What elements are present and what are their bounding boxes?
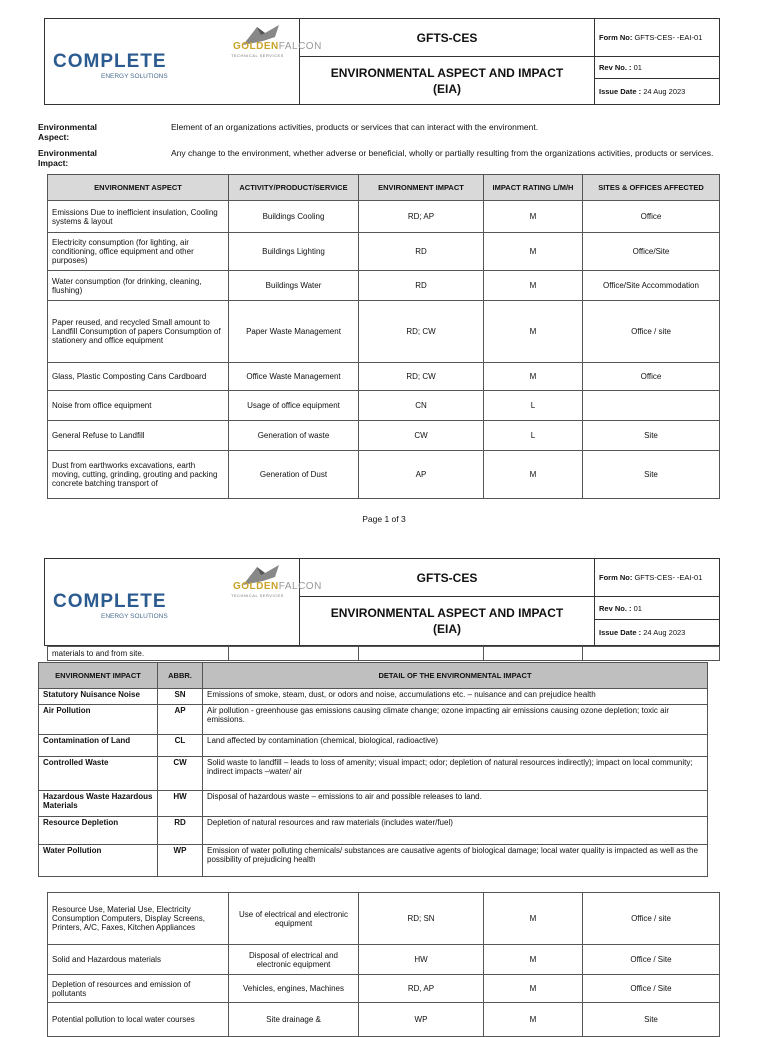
aspect-table-2-body [48, 893, 720, 1037]
table-row [48, 893, 720, 945]
activity-cell: Generation of Dust [229, 451, 359, 499]
rating-cell: M [484, 893, 583, 945]
continuation-text: materials to and from site. [48, 647, 229, 661]
impact-col-header-detail: DETAIL OF THE ENVIRONMENTAL IMPACT [203, 663, 708, 689]
impact-abbr-cell: RD [158, 817, 203, 845]
rev-no: Rev No. : 01 [595, 57, 720, 79]
impact-cell: RD [359, 233, 484, 271]
sites-cell: Site [583, 1003, 720, 1037]
table-row [48, 233, 720, 271]
company-name-2: COMPLETE [53, 591, 167, 612]
rating-cell: M [484, 233, 583, 271]
impact-abbr-cell: CW [158, 757, 203, 791]
table-row [48, 945, 720, 975]
sites-cell: Office/Site [583, 233, 720, 271]
impact-abbr-cell: AP [158, 705, 203, 735]
aspect-cell: Electricity consumption (for lighting, air conditioning, office equipment and other purposes) [48, 233, 229, 271]
impact-cell: RD; AP [359, 201, 484, 233]
col-header-impact: ENVIRONMENT IMPACT [359, 175, 484, 201]
impact-name-cell: Hazardous Waste Hazardous Materials [39, 791, 158, 817]
impact-cell: AP [359, 451, 484, 499]
activity-cell: Buildings Water [229, 271, 359, 301]
activity-cell: Use of electrical and electronic equipment [229, 893, 359, 945]
activity-cell: Vehicles, engines, Machines [229, 975, 359, 1003]
page1-header [44, 18, 720, 105]
impact-detail-cell: Depletion of natural resources and raw materials (includes water/fuel) [203, 817, 708, 845]
aspect-table-body [48, 201, 720, 499]
rev-no-2: Rev No. : 01 [595, 597, 720, 619]
aspect-table-2 [47, 892, 720, 1037]
aspect-cell: Dust from earthworks excavations, earth moving, cutting, grinding, grouting and packing concrete batching transport of [48, 451, 229, 499]
col-header-aspect: ENVIRONMENT ASPECT [48, 175, 229, 201]
sites-cell: Site [583, 421, 720, 451]
impact-cell: HW [359, 945, 484, 975]
impact-cell: CW [359, 421, 484, 451]
col-header-activity: ACTIVITY/PRODUCT/SERVICE [229, 175, 359, 201]
aspect-cell: Emissions Due to inefficient insulation, Cooling systems & layout [48, 201, 229, 233]
company-name: COMPLETE [53, 51, 167, 72]
rating-cell: M [484, 271, 583, 301]
activity-cell: Buildings Cooling [229, 201, 359, 233]
impact-cell: WP [359, 1003, 484, 1037]
impact-cell: RD; CW [359, 363, 484, 391]
impact-cell: RD [359, 271, 484, 301]
impact-name-cell: Controlled Waste [39, 757, 158, 791]
rating-cell: M [484, 451, 583, 499]
table-row [39, 757, 708, 791]
rating-cell: M [484, 975, 583, 1003]
table-row [39, 705, 708, 735]
rating-cell: M [484, 201, 583, 233]
impact-table-body [39, 689, 708, 877]
page-number: Page 1 of 3 [362, 514, 406, 524]
activity-cell: Disposal of electrical and electronic equipment [229, 945, 359, 975]
aspect-cell: Depletion of resources and emission of pollutants [48, 975, 229, 1003]
aspect-cell: Water consumption (for drinking, cleaning, flushing) [48, 271, 229, 301]
activity-cell: Office Waste Management [229, 363, 359, 391]
table-row [48, 1003, 720, 1037]
partner-name: FALCON [278, 41, 322, 52]
table-row [48, 201, 720, 233]
sites-cell: Office/Site Accommodation [583, 271, 720, 301]
sites-cell [583, 391, 720, 421]
impact-cell: RD; SN [359, 893, 484, 945]
impact-detail-cell: Air pollution - greenhouse gas emissions causing climate change; ozone impacting air emissions causing ozone depletion; toxic air emissions. [203, 705, 708, 735]
company-sub-2: ENERGY SOLUTIONS [101, 613, 168, 620]
form-no-2: Form No: GFTS-CES- -EAI-01 [595, 559, 720, 597]
aspect-cell: General Refuse to Landfill [48, 421, 229, 451]
table-row [48, 301, 720, 363]
aspect-cell: Potential pollution to local water courses [48, 1003, 229, 1037]
table-row [48, 421, 720, 451]
aspect-cell: Paper reused, and recycled Small amount to Landfill Consumption of papers Consumption of stationery and office equipment [48, 301, 229, 363]
impact-name-cell: Resource Depletion [39, 817, 158, 845]
table-row [48, 451, 720, 499]
aspect-cell: Resource Use, Material Use, Electricity Consumption Computers, Display Screens, Printers, A/C, Faxes, Kitchen Appliances [48, 893, 229, 945]
sites-cell: Office / Site [583, 945, 720, 975]
table-row [39, 817, 708, 845]
impact-name-cell: Statutory Nuisance Noise [39, 689, 158, 705]
impact-name-cell: Air Pollution [39, 705, 158, 735]
rating-cell: M [484, 945, 583, 975]
issue-date: Issue Date : 24 Aug 2023 [595, 79, 720, 105]
sites-cell: Office [583, 363, 720, 391]
doc-code-2: GFTS-CES [300, 559, 595, 597]
logo-area [45, 19, 322, 105]
table-row [48, 271, 720, 301]
table-row [48, 391, 720, 421]
logo-area-2 [45, 559, 322, 646]
company-sub: ENERGY SOLUTIONS [101, 73, 168, 80]
sites-cell: Office / site [583, 893, 720, 945]
col-header-sites: SITES & OFFICES AFFECTED [583, 175, 720, 201]
table-row [39, 845, 708, 877]
activity-cell: Usage of office equipment [229, 391, 359, 421]
sites-cell: Site [583, 451, 720, 499]
continuation-row [47, 646, 720, 661]
table-row [39, 791, 708, 817]
impact-abbr-cell: SN [158, 689, 203, 705]
doc-title: ENVIRONMENTAL ASPECT AND IMPACT (EIA) [300, 57, 595, 105]
impact-name-cell: Water Pollution [39, 845, 158, 877]
aspect-cell: Glass, Plastic Composting Cans Cardboard [48, 363, 229, 391]
table-row [48, 363, 720, 391]
impact-abbr-cell: CL [158, 735, 203, 757]
table-row [39, 689, 708, 705]
impact-cell: RD; CW [359, 301, 484, 363]
rating-cell: L [484, 421, 583, 451]
impact-abbr-cell: HW [158, 791, 203, 817]
activity-cell: Buildings Lighting [229, 233, 359, 271]
sites-cell: Office [583, 201, 720, 233]
page2-header [44, 558, 720, 646]
aspect-cell: Solid and Hazardous materials [48, 945, 229, 975]
table-row [39, 735, 708, 757]
form-no: Form No: GFTS-CES- -EAI-01 [595, 19, 720, 57]
partner-sub: TECHNICAL SERVICES [231, 53, 284, 58]
sites-cell: Office / Site [583, 975, 720, 1003]
activity-cell: Paper Waste Management [229, 301, 359, 363]
impact-abbr-cell: WP [158, 845, 203, 877]
partner-name-2: FALCON [278, 581, 322, 592]
sites-cell: Office / site [583, 301, 720, 363]
impact-detail-cell: Emissions of smoke, steam, dust, or odors and noise, accumulations etc. – nuisance and can prejudice health [203, 689, 708, 705]
impact-col-header-name: ENVIRONMENT IMPACT [39, 663, 158, 689]
partner-sub-2: TECHNICAL SERVICES [231, 593, 284, 598]
rating-cell: M [484, 363, 583, 391]
impact-col-header-abbr: ABBR. [158, 663, 203, 689]
partner-prefix-2: GOLDEN [233, 581, 279, 592]
aspect-table [47, 174, 720, 499]
impact-detail-cell: Disposal of hazardous waste – emissions to air and possible releases to land. [203, 791, 708, 817]
rating-cell: M [484, 1003, 583, 1037]
impact-cell: RD, AP [359, 975, 484, 1003]
impact-table [38, 662, 708, 877]
activity-cell: Generation of waste [229, 421, 359, 451]
doc-code: GFTS-CES [300, 19, 595, 57]
impact-detail-cell: Emission of water polluting chemicals/ substances are causative agents of biological damage; local water quality is impacted as well as the possibility of prejudicing health [203, 845, 708, 877]
impact-detail-cell: Solid waste to landfill – leads to loss of amenity; visual impact; odor; depletion of natural resources indirectly); impact on local community; indirect impacts –water/ air [203, 757, 708, 791]
impact-detail-cell: Land affected by contamination (chemical, biological, radioactive) [203, 735, 708, 757]
table-row [48, 975, 720, 1003]
doc-title-2: ENVIRONMENTAL ASPECT AND IMPACT (EIA) [300, 597, 595, 646]
rating-cell: M [484, 301, 583, 363]
aspect-cell: Noise from office equipment [48, 391, 229, 421]
impact-name-cell: Contamination of Land [39, 735, 158, 757]
activity-cell: Site drainage & [229, 1003, 359, 1037]
rating-cell: L [484, 391, 583, 421]
col-header-rating: IMPACT RATING L/M/H [484, 175, 583, 201]
impact-cell: CN [359, 391, 484, 421]
issue-date-2: Issue Date : 24 Aug 2023 [595, 619, 720, 645]
partner-prefix: GOLDEN [233, 41, 279, 52]
